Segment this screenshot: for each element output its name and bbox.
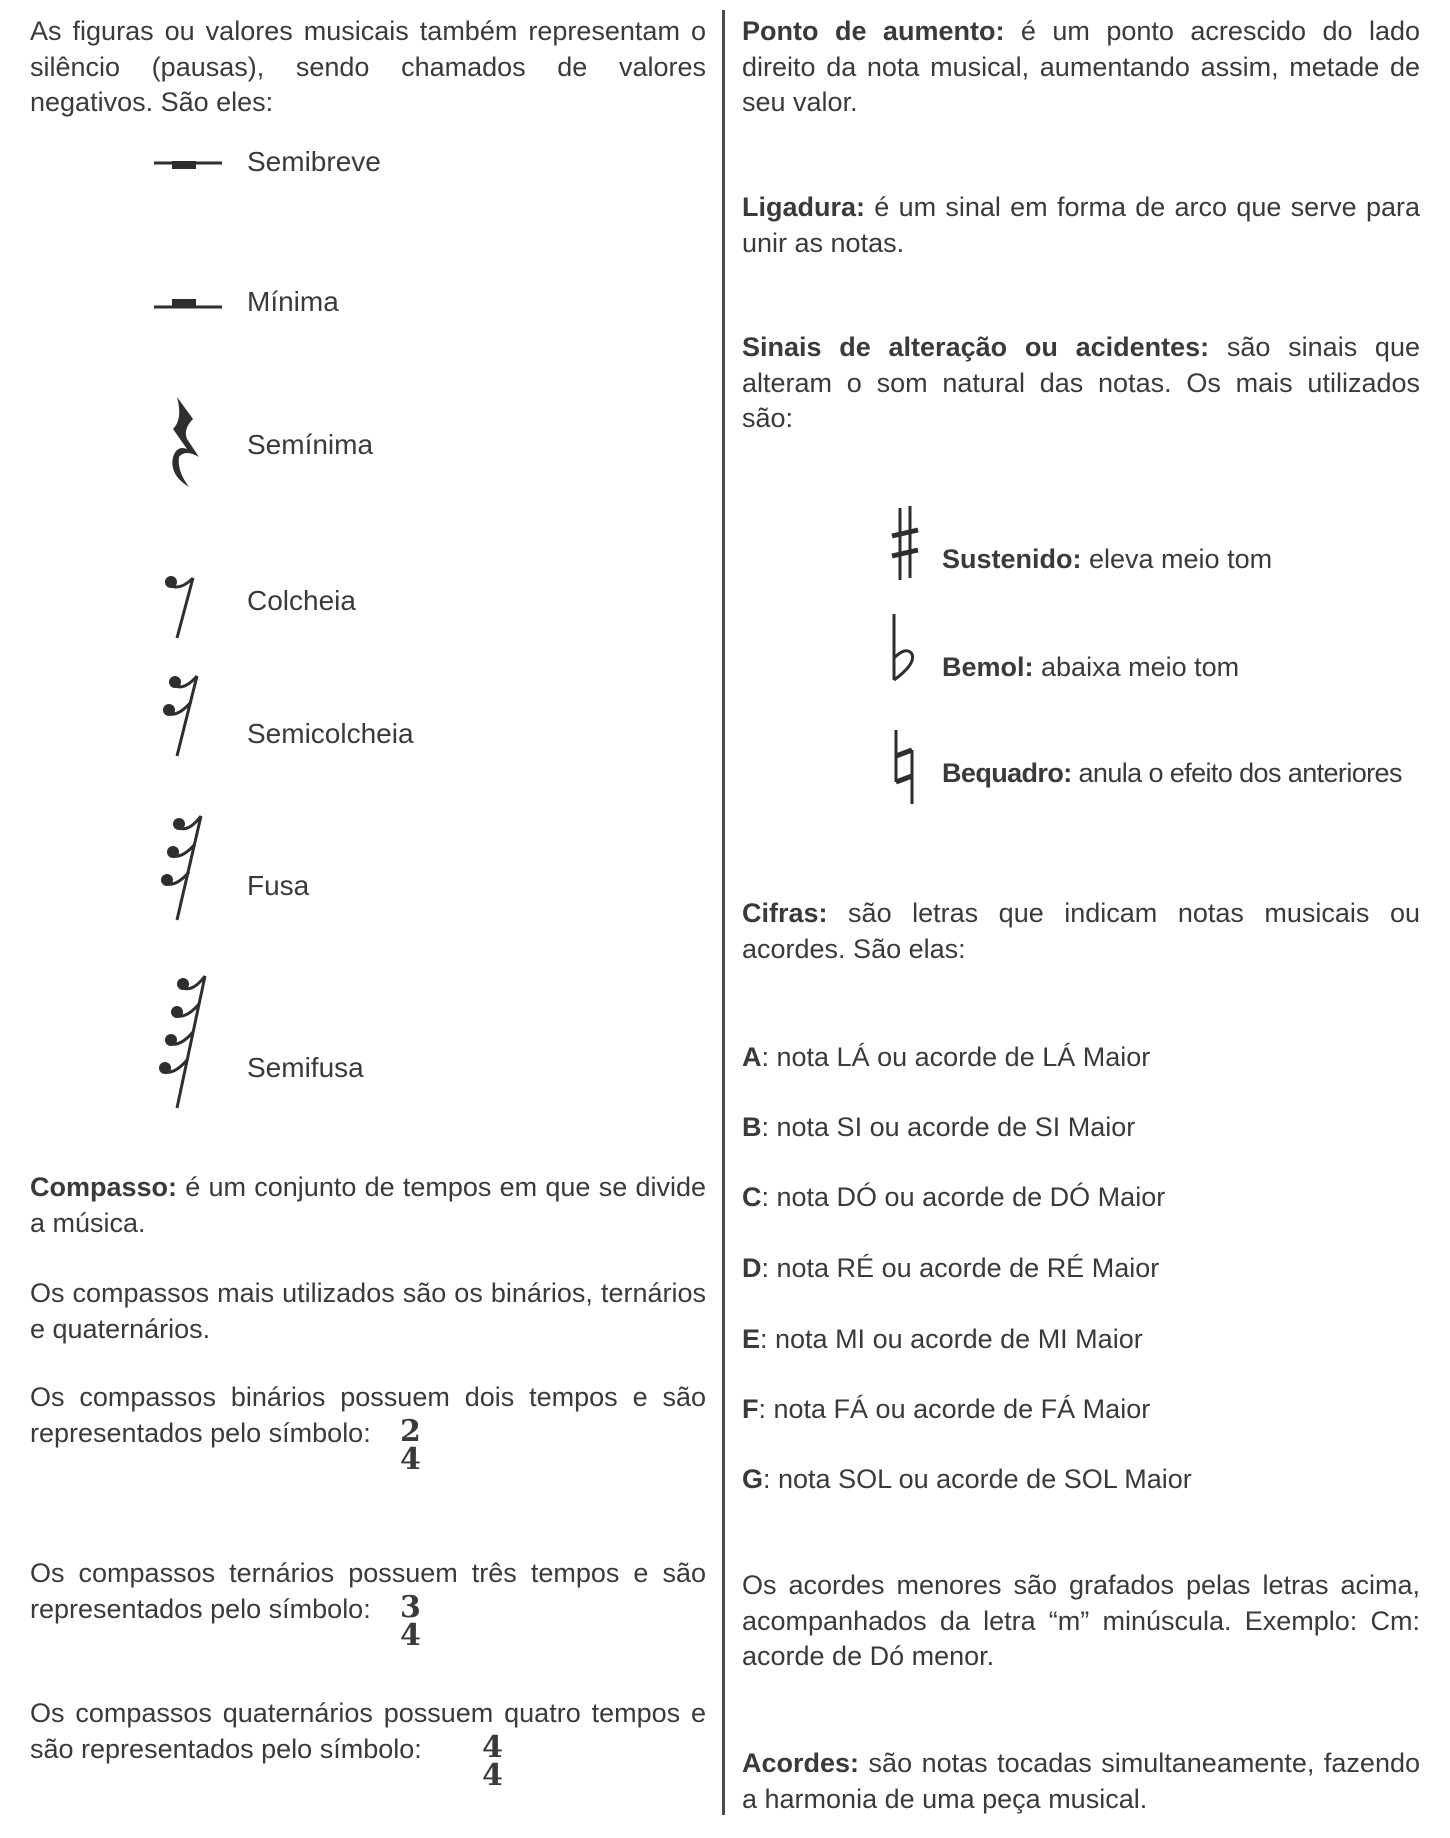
compasso-term: Compasso:: [30, 1172, 178, 1202]
ligadura-paragraph: [742, 190, 1420, 261]
rest-item-semicolcheia: [30, 670, 630, 770]
ternarios-paragraph: Os compassos ternários possuem três tempos e são representados pelo símbolo:: [30, 1558, 706, 1624]
quaternary-time-signature: [482, 1730, 503, 1793]
cifra-item: C: nota DÓ ou acorde de DÓ Maior: [742, 1182, 1166, 1212]
rest-item-colcheia: [30, 570, 630, 650]
sinais-term: Sinais de alteração ou acidentes:: [742, 332, 1210, 362]
cifra-item: D: nota RÉ ou acorde de RÉ Maior: [742, 1253, 1160, 1283]
cifra-item: B: nota SI ou acorde de SI Maior: [742, 1112, 1136, 1142]
quaternarios-paragraph: Os compassos quaternários possuem quatro tempos e são representados pelo símbolo:: [30, 1698, 706, 1764]
acordes-definition: são notas tocadas simultaneamente, fazendo a harmonia de uma peça musical.: [742, 1748, 1420, 1814]
cifras-term: Cifras:: [742, 898, 828, 928]
rest-label: Fusa: [247, 870, 310, 901]
sharp-icon: [886, 506, 926, 586]
rest-label: Semifusa: [247, 1052, 364, 1083]
accidental-bemol: [742, 612, 1420, 692]
left-column: [30, 0, 706, 1838]
cifras-paragraph: [742, 896, 1420, 967]
right-column: [742, 0, 1420, 1838]
binary-time-signature: [400, 1414, 421, 1477]
ligadura-term: Ligadura:: [742, 192, 866, 222]
flat-icon: [886, 612, 926, 692]
time-signature-bottom: 4: [400, 1618, 421, 1653]
cifra-item: G: nota SOL ou acorde de SOL Maior: [742, 1464, 1192, 1494]
acordes-paragraph: [742, 1746, 1420, 1817]
compasso-paragraph: [30, 1170, 706, 1241]
rest-label: Colcheia: [247, 585, 356, 616]
accidental-text: Sustenido: eleva meio tom: [942, 544, 1273, 574]
semicolcheia-rest-icon: [155, 670, 215, 770]
rest-label: Semibreve: [247, 146, 381, 177]
ternary-time-signature: [400, 1590, 421, 1653]
seminima-rest-icon: [155, 395, 215, 495]
time-signature-bottom: 4: [482, 1758, 503, 1793]
rest-label: Mínima: [247, 286, 339, 317]
cifras-definition: são letras que indicam notas musicais ou acordes. São elas:: [742, 898, 1420, 964]
acordes-menores-paragraph: Os acordes menores são grafados pelas letras acima, acompanhados da letra “m” minúscula. Exemplo: Cm: acorde de Dó menor.: [742, 1570, 1420, 1671]
rest-label: Semicolcheia: [247, 718, 414, 749]
natural-icon: [886, 728, 926, 808]
accidental-text: Bequadro: anula o efeito dos anteriores: [942, 758, 1402, 788]
accidental-text: Bemol: abaixa meio tom: [942, 652, 1240, 682]
ligadura-definition: é um sinal em forma de arco que serve para unir as notas.: [742, 192, 1420, 258]
accidental-sustenido: [742, 506, 1420, 586]
time-signature-top: 2: [400, 1414, 421, 1449]
rest-item-minima: [30, 280, 630, 330]
rest-label: Semínima: [247, 429, 374, 460]
sinais-paragraph: [742, 330, 1420, 437]
ponto-de-aumento-paragraph: [742, 14, 1420, 121]
binarios-paragraph: Os compassos binários possuem dois tempos e são representados pelo símbolo:: [30, 1382, 706, 1448]
cifra-item: A: nota LÁ ou acorde de LÁ Maior: [742, 1042, 1151, 1072]
fusa-rest-icon: [155, 810, 215, 930]
accidental-bequadro: [742, 728, 1420, 808]
acordes-term: Acordes:: [742, 1748, 860, 1778]
ponto-term: Ponto de aumento:: [742, 16, 1005, 46]
semibreve-rest-icon: [150, 145, 230, 185]
colcheia-rest-icon: [155, 570, 215, 650]
cifra-item: E: nota MI ou acorde de MI Maior: [742, 1324, 1143, 1354]
intro-paragraph: As figuras ou valores musicais também representam o silêncio (pausas), sendo chamados de valores negativos. São eles:: [30, 16, 706, 117]
time-signature-bottom: 4: [400, 1442, 421, 1477]
compassos-comuns-paragraph: Os compassos mais utilizados são os binários, ternários e quaternários.: [30, 1278, 706, 1344]
rest-item-fusa: [30, 810, 630, 930]
sinais-definition: são sinais que alteram o som natural das notas. Os mais utilizados são:: [742, 332, 1420, 433]
column-divider: [722, 10, 725, 1815]
rest-item-semifusa: [30, 970, 630, 1115]
semifusa-rest-icon: [155, 970, 215, 1115]
rest-item-seminima: [30, 395, 630, 495]
rest-item-semibreve: [30, 140, 630, 190]
time-signature-top: 3: [400, 1590, 421, 1625]
minima-rest-icon: [150, 285, 230, 325]
cifra-item: F: nota FÁ ou acorde de FÁ Maior: [742, 1394, 1151, 1424]
compasso-definition: é um conjunto de tempos em que se divide a música.: [30, 1172, 706, 1238]
time-signature-top: 4: [482, 1730, 503, 1765]
ponto-definition: é um ponto acrescido do lado direito da nota musical, aumentando assim, metade de seu valor.: [742, 16, 1420, 117]
